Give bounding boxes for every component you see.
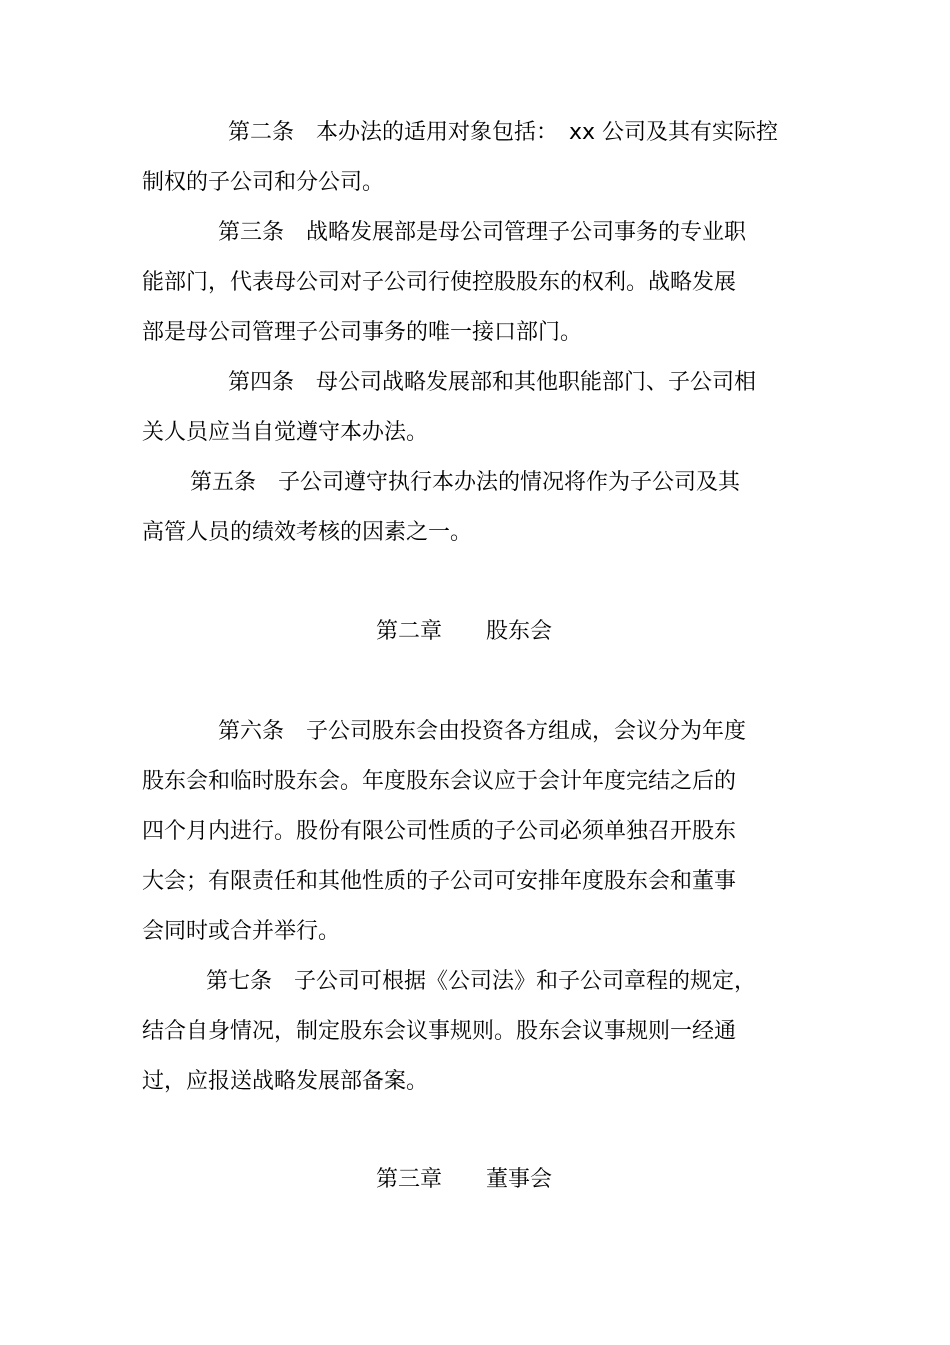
article-7-line-3: 过，应报送战略发展部备案。	[142, 1069, 429, 1094]
article-4-line-2: 关人员应当自觉遵守本办法。	[142, 420, 429, 445]
article-5-line-2: 高管人员的绩效考核的因素之一。	[142, 520, 473, 545]
article-6-line-5: 会同时或合并举行。	[142, 919, 341, 944]
chapter-3-heading: 第三章 董事会	[376, 1167, 553, 1192]
article-2-line-1: 第二条 本办法的适用对象包括： xx 公司及其有实际控	[228, 120, 779, 145]
article-3-line-2: 能部门，代表母公司对子公司行使控股股东的权利。战略发展	[142, 270, 737, 295]
article-5-line-1: 第五条 子公司遵守执行本办法的情况将作为子公司及其	[190, 470, 741, 495]
article-7-line-1: 第七条 子公司可根据《公司法》和子公司章程的规定，	[206, 969, 757, 994]
article-3-line-1: 第三条 战略发展部是母公司管理子公司事务的专业职	[218, 220, 747, 245]
article-6-line-4: 大会；有限责任和其他性质的子公司可安排年度股东会和董事	[142, 869, 737, 894]
article-4-line-1: 第四条 母公司战略发展部和其他职能部门、子公司相	[228, 370, 757, 395]
article-6-line-2: 股东会和临时股东会。年度股东会议应于会计年度完结之后的	[142, 769, 737, 794]
article-3-line-3: 部是母公司管理子公司事务的唯一接口部门。	[142, 320, 583, 345]
article-6-line-1: 第六条 子公司股东会由投资各方组成，会议分为年度	[218, 719, 747, 744]
article-6-line-3: 四个月内进行。股份有限公司性质的子公司必须单独召开股东	[142, 819, 737, 844]
chapter-2-heading: 第二章 股东会	[376, 619, 553, 644]
article-7-line-2: 结合自身情况，制定股东会议事规则。股东会议事规则一经通	[142, 1019, 737, 1044]
article-2-line-2: 制权的子公司和分公司。	[142, 170, 385, 195]
